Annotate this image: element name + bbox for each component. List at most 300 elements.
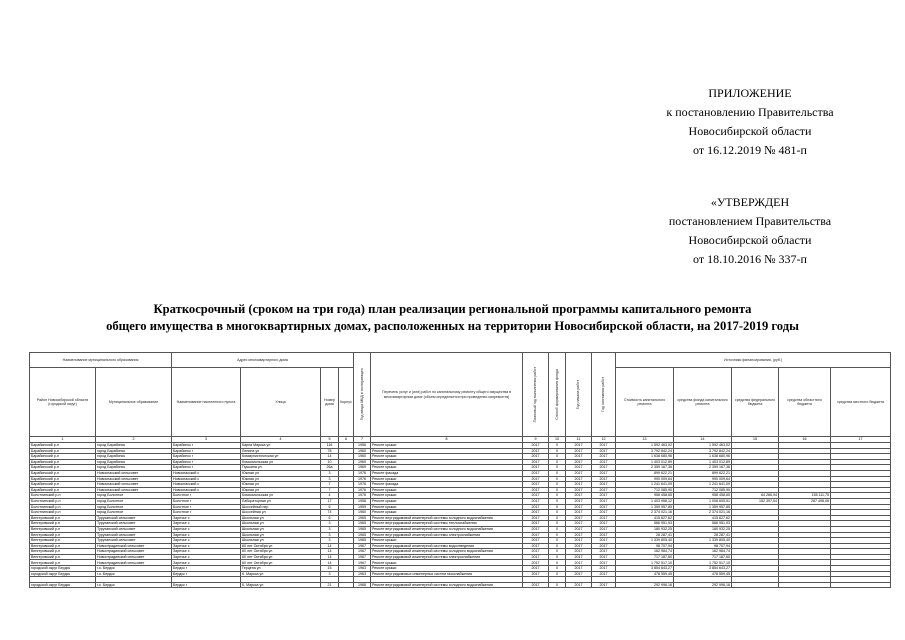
cell-owners-funds: 3 854 643,27: [674, 566, 732, 572]
cell-fund-method: 0: [549, 515, 566, 521]
column-number: 4: [241, 437, 321, 443]
cell-municipality: Новоспасский сельсовет: [96, 487, 172, 493]
cell-start-year: 2017: [566, 493, 592, 499]
cell-fund-method: 0: [549, 560, 566, 566]
cell-owners-funds: 1 241 641,09: [674, 482, 732, 488]
cell-street: К. Маркса ул: [241, 582, 321, 588]
cell-house: 14: [321, 549, 339, 555]
cell-settlement: Бердск г: [172, 571, 241, 577]
cell-house: 3: [321, 521, 339, 527]
cell-end-year: 2017: [592, 482, 616, 488]
cell-end-year: 2017: [592, 454, 616, 460]
cell-house: 74: [321, 510, 339, 516]
cell-street: Южная ул: [241, 482, 321, 488]
cell-house: 4: [321, 493, 339, 499]
cell-year-built: 1965: [354, 526, 371, 532]
cell-year-built: 1958: [354, 498, 371, 504]
approved-line: постановлением Правительства: [668, 214, 832, 228]
title-line: общего имущества в многоквартирных домах, расположенных на территории Новосибирской области, на 2017-2019 годы: [106, 319, 799, 333]
cell-municipality: Новоотрадинский сельсовет: [96, 554, 172, 560]
cell-service: Ремонт внутридомовой инженерной системы холодного водоснабжения: [371, 526, 523, 532]
cell-regional-funds: 155 111,75: [779, 493, 831, 499]
cell-regional-funds: [779, 582, 831, 588]
column-number: 15: [732, 437, 779, 443]
cell-total-cost: 3 854 643,27: [616, 566, 674, 572]
cell-house: 6: [321, 515, 339, 521]
cell-service: Ремонт крыши: [371, 510, 523, 516]
cell-total-cost: 1 403 958,12: [616, 498, 674, 504]
cell-street: Школьная ул: [241, 526, 321, 532]
cell-total-cost: 28 287,41: [616, 532, 674, 538]
header-federal-funds: средства федерального бюджета: [732, 368, 779, 437]
cell-planned-year: 2017: [523, 454, 549, 460]
cell-start-year: 2017: [566, 526, 592, 532]
column-number: 7: [354, 437, 371, 443]
cell-planned-year: 2017: [523, 448, 549, 454]
cell-house: 17: [321, 498, 339, 504]
cell-owners-funds: 958 458,65: [674, 493, 732, 499]
cell-planned-year: 2017: [523, 571, 549, 577]
cell-owners-funds: 1 638 680,96: [674, 454, 732, 460]
cell-owners-funds: 2 359 167,36: [674, 465, 732, 471]
cell-district: Барабинский р-н: [30, 487, 96, 493]
cell-planned-year: 2017: [523, 582, 549, 588]
header-fund-method: [549, 353, 566, 437]
cell-total-cost: 478 559,45: [616, 571, 674, 577]
cell-start-year: 2017: [566, 465, 592, 471]
header-municipality: Муниципальное образование: [96, 368, 172, 437]
cell-planned-year: 2017: [523, 482, 549, 488]
cell-service: Ремонт крыши: [371, 493, 523, 499]
cell-start-year: 2017: [566, 504, 592, 510]
cell-total-cost: 712 085,90: [616, 487, 674, 493]
cell-municipality: город Барабинск: [96, 459, 172, 465]
cell-fund-method: 0: [549, 465, 566, 471]
cell-year-built: 1976: [354, 487, 371, 493]
cell-federal-funds: 64 266,94: [732, 493, 779, 499]
cell-fund-method: 0: [549, 454, 566, 460]
column-number: 2: [96, 437, 172, 443]
column-number: 3: [172, 437, 241, 443]
cell-street: Школьная ул: [241, 532, 321, 538]
cell-end-year: 2017: [592, 532, 616, 538]
cell-owners-funds: 1 339 805,40: [674, 538, 732, 544]
cell-owners-funds: 566 951,93: [674, 521, 732, 527]
cell-settlement: Барабинск г: [172, 443, 241, 449]
cell-total-cost: 1 752 517,10: [616, 560, 674, 566]
cell-street: Школьная ул: [241, 521, 321, 527]
cell-year-built: 1968: [354, 582, 371, 588]
cell-year-built: 1960: [354, 454, 371, 460]
header-year-built-text: Год ввода МКД в эксплуатацию: [359, 368, 364, 421]
cell-year-built: 1963: [354, 566, 371, 572]
cell-service: Ремонт крыши: [371, 465, 523, 471]
cell-service: Ремонт внутридомовой инженерной системы холодного водоснабжения: [371, 515, 523, 521]
cell-end-year: 2017: [592, 549, 616, 555]
cell-total-cost: 958 458,65: [616, 493, 674, 499]
header-house: Номер дома: [321, 368, 339, 437]
cell-service: Ремонт внутридомовой инженерной системы водоотведения: [371, 543, 523, 549]
cell-year-built: 1969: [354, 465, 371, 471]
cell-building: [339, 582, 354, 588]
cell-start-year: 2017: [566, 538, 592, 544]
cell-settlement: Заречье с: [172, 532, 241, 538]
cell-owners-funds: 2 374 021,16: [674, 510, 732, 516]
cell-owners-funds: 899 622,21: [674, 470, 732, 476]
cell-street: Южная ул: [241, 476, 321, 482]
cell-total-cost: 3 792 842,24: [616, 448, 674, 454]
column-number: 11: [566, 437, 592, 443]
cell-settlement: Новоспасский с: [172, 487, 241, 493]
cell-municipality: город Барабинск: [96, 448, 172, 454]
cell-district: Барабинский р-н: [30, 454, 96, 460]
cell-district: Барабинский р-н: [30, 482, 96, 488]
cell-planned-year: 2017: [523, 443, 549, 449]
cell-end-year: 2017: [592, 560, 616, 566]
cell-year-built: 1967: [354, 560, 371, 566]
cell-district: Венгеровский р-н: [30, 526, 96, 532]
cell-house: 14: [321, 543, 339, 549]
cell-start-year: 2017: [566, 443, 592, 449]
cell-planned-year: 2017: [523, 498, 549, 504]
cell-fund-method: 0: [549, 459, 566, 465]
cell-end-year: 2017: [592, 582, 616, 588]
cell-owners-funds: 717 187,60: [674, 554, 732, 560]
cell-owners-funds: 990 009,64: [674, 476, 732, 482]
cell-municipality: г.о. Бердск: [96, 582, 172, 588]
header-year-built: [354, 353, 371, 437]
cell-total-cost: 899 622,21: [616, 470, 674, 476]
cell-end-year: 2017: [592, 554, 616, 560]
cell-local-funds: [831, 582, 891, 588]
cell-service: Ремонт фасада: [371, 470, 523, 476]
cell-settlement: Заречье с: [172, 521, 241, 527]
cell-district: Болотнинский р-н: [30, 510, 96, 516]
cell-service: Ремонт крыши: [371, 459, 523, 465]
cell-district: городской округ Бердск: [30, 571, 96, 577]
cell-planned-year: 2017: [523, 543, 549, 549]
header-services: Перечень услуг и (или) работ по капитальному ремонту общего имущества в многоквартирном доме (объем определяется при проведении капремонта): [371, 353, 523, 437]
cell-end-year: 2017: [592, 504, 616, 510]
cell-fund-method: 0: [549, 443, 566, 449]
cell-district: Болотнинский р-н: [30, 493, 96, 499]
cell-year-built: 1960: [354, 448, 371, 454]
cell-end-year: 2017: [592, 538, 616, 544]
cell-end-year: 2017: [592, 459, 616, 465]
cell-municipality: Туруханский сельсовет: [96, 538, 172, 544]
cell-service: Ремонт внутридомовой инженерной системы холодного водоснабжения: [371, 582, 523, 588]
cell-start-year: 2017: [566, 532, 592, 538]
cell-street: Коммунистическая ул: [241, 454, 321, 460]
cell-planned-year: 2017: [523, 504, 549, 510]
cell-settlement: Заречье с: [172, 560, 241, 566]
cell-fund-method: 0: [549, 538, 566, 544]
plan-table: [29, 352, 891, 588]
cell-house: 15: [321, 566, 339, 572]
cell-house: 116: [321, 443, 339, 449]
column-number: 1: [30, 437, 96, 443]
cell-municipality: город Болотное: [96, 510, 172, 516]
cell-street: Комсомольская ул: [241, 459, 321, 465]
cell-house: 3: [321, 476, 339, 482]
cell-end-year: 2017: [592, 487, 616, 493]
cell-street: 60 лет Октября ул: [241, 560, 321, 566]
cell-fund-method: 0: [549, 526, 566, 532]
cell-settlement: Новоспасский с: [172, 476, 241, 482]
plan-table-body: [30, 443, 891, 588]
cell-start-year: 2017: [566, 498, 592, 504]
cell-year-built: 1956: [354, 443, 371, 449]
cell-fund-method: 0: [549, 566, 566, 572]
cell-municipality: Новоотрадинский сельсовет: [96, 543, 172, 549]
cell-year-built: 1976: [354, 470, 371, 476]
cell-district: Венгеровский р-н: [30, 515, 96, 521]
cell-house: 14: [321, 554, 339, 560]
cell-planned-year: 2017: [523, 465, 549, 471]
cell-year-built: 1960: [354, 510, 371, 516]
cell-owners-funds: 1 592 463,02: [674, 443, 732, 449]
cell-total-cost: 990 009,64: [616, 476, 674, 482]
cell-street: 60 лет Октября ул: [241, 549, 321, 555]
cell-start-year: 2017: [566, 582, 592, 588]
cell-municipality: Новоотрадинский сельсовет: [96, 549, 172, 555]
cell-district: Болотнинский р-н: [30, 504, 96, 510]
cell-district: Венгеровский р-н: [30, 532, 96, 538]
cell-end-year: 2017: [592, 448, 616, 454]
cell-settlement: Заречье с: [172, 515, 241, 521]
cell-start-year: 2017: [566, 470, 592, 476]
cell-total-cost: 1 359 957,85: [616, 504, 674, 510]
cell-municipality: Туруханский сельсовет: [96, 521, 172, 527]
cell-service: Ремонт крыши: [371, 443, 523, 449]
cell-end-year: 2017: [592, 470, 616, 476]
cell-municipality: город Барабинск: [96, 465, 172, 471]
cell-owners-funds: 712 085,90: [674, 487, 732, 493]
cell-house: 10: [321, 459, 339, 465]
cell-house: 21: [321, 582, 339, 588]
cell-start-year: 2017: [566, 459, 592, 465]
cell-planned-year: 2017: [523, 493, 549, 499]
cell-fund-method: 0: [549, 482, 566, 488]
cell-start-year: 2017: [566, 487, 592, 493]
cell-end-year: 2017: [592, 443, 616, 449]
cell-start-year: 2017: [566, 482, 592, 488]
cell-settlement: Барабинск г: [172, 454, 241, 460]
cell-fund-method: 0: [549, 470, 566, 476]
cell-settlement: Заречье с: [172, 538, 241, 544]
cell-year-built: 1965: [354, 532, 371, 538]
cell-street: Ленина ул: [241, 448, 321, 454]
cell-planned-year: 2017: [523, 515, 549, 521]
cell-district: Венгеровский р-н: [30, 543, 96, 549]
cell-street: К. Маркса ул: [241, 571, 321, 577]
plan-table-wrapper: [29, 352, 884, 588]
cell-service: Ремонт фасада: [371, 482, 523, 488]
cell-year-built: 1965: [354, 538, 371, 544]
cell-start-year: 2017: [566, 554, 592, 560]
approved-line: от 18.10.2016 № 337-п: [693, 252, 807, 266]
column-number: 5: [321, 437, 339, 443]
cell-street: Комсомольская ул: [241, 493, 321, 499]
cell-house: 6: [321, 504, 339, 510]
cell-planned-year: 2017: [523, 538, 549, 544]
cell-fund-method: 0: [549, 510, 566, 516]
cell-house: 7: [321, 487, 339, 493]
cell-year-built: 1965: [354, 515, 371, 521]
cell-end-year: 2017: [592, 510, 616, 516]
cell-municipality: Туруханский сельсовет: [96, 526, 172, 532]
cell-total-cost: 1 638 680,96: [616, 454, 674, 460]
cell-municipality: г.о. Бердск: [96, 571, 172, 577]
cell-street: Южная ул: [241, 487, 321, 493]
cell-year-built: 1959: [354, 504, 371, 510]
cell-municipality: город Болотное: [96, 498, 172, 504]
cell-service: Ремонт крыши: [371, 476, 523, 482]
cell-total-cost: 2 374 021,16: [616, 510, 674, 516]
cell-planned-year: 2017: [523, 510, 549, 516]
cell-year-built: 1976: [354, 493, 371, 499]
cell-start-year: 2017: [566, 549, 592, 555]
table-row: [30, 582, 891, 588]
cell-settlement: Бердск г: [172, 582, 241, 588]
cell-year-built: 1969: [354, 459, 371, 465]
cell-fund-method: 0: [549, 549, 566, 555]
cell-house: 3: [321, 470, 339, 476]
cell-district: Венгеровский р-н: [30, 521, 96, 527]
column-number: 14: [674, 437, 732, 443]
cell-district: городской округ Бердск: [30, 566, 96, 572]
cell-district: Барабинский р-н: [30, 443, 96, 449]
cell-fund-method: 0: [549, 487, 566, 493]
cell-municipality: Новоотрадинский сельсовет: [96, 560, 172, 566]
cell-fund-method: 0: [549, 504, 566, 510]
cell-house: 26а: [321, 465, 339, 471]
cell-house: 3: [321, 571, 339, 577]
cell-end-year: 2017: [592, 571, 616, 577]
cell-planned-year: 2017: [523, 532, 549, 538]
column-number: 9: [523, 437, 549, 443]
cell-total-cost: 415 627,62: [616, 515, 674, 521]
approved-block: [640, 193, 860, 269]
cell-year-built: 1976: [354, 482, 371, 488]
cell-end-year: 2017: [592, 543, 616, 549]
cell-district: Венгеровский р-н: [30, 554, 96, 560]
cell-start-year: 2017: [566, 476, 592, 482]
cell-street: Шоссейный пер: [241, 504, 321, 510]
cell-fund-method: 0: [549, 521, 566, 527]
header-planned-year-text: Плановый год выполнения работ: [533, 366, 538, 423]
cell-settlement: Барабинск г: [172, 465, 241, 471]
appendix-line: к постановлению Правительства: [666, 105, 834, 119]
column-number: 13: [616, 437, 674, 443]
cell-fund-method: 0: [549, 582, 566, 588]
cell-district: Барабинский р-н: [30, 476, 96, 482]
column-number: 12: [592, 437, 616, 443]
cell-settlement: Болотное г: [172, 493, 241, 499]
cell-house: 3: [321, 538, 339, 544]
cell-total-cost: 1 339 805,40: [616, 538, 674, 544]
cell-year-built: 1963: [354, 571, 371, 577]
cell-owners-funds: 1 752 517,10: [674, 560, 732, 566]
cell-end-year: 2017: [592, 566, 616, 572]
cell-district: Барабинский р-н: [30, 448, 96, 454]
cell-owners-funds: 1 008 605,51: [674, 498, 732, 504]
cell-start-year: 2017: [566, 454, 592, 460]
cell-service: Ремонт внутридомовой инженерной системы электроснабжения: [371, 532, 523, 538]
cell-street: Карла Маркса ул: [241, 443, 321, 449]
column-number: 8: [371, 437, 523, 443]
header-start-year: [566, 353, 592, 437]
cell-federal-funds: 152 397,04: [732, 498, 779, 504]
cell-municipality: Туруханский сельсовет: [96, 532, 172, 538]
cell-house: 7: [321, 482, 339, 488]
cell-end-year: 2017: [592, 526, 616, 532]
cell-fund-method: 0: [549, 493, 566, 499]
appendix-line: ПРИЛОЖЕНИЕ: [708, 86, 792, 100]
header-sources: Источники финансирования, (руб.): [616, 353, 891, 368]
cell-municipality: Туруханский сельсовет: [96, 515, 172, 521]
cell-district: Болотнинский р-н: [30, 498, 96, 504]
header-building: Корпус: [339, 368, 354, 437]
cell-total-cost: 1 241 641,09: [616, 482, 674, 488]
cell-settlement: Болотное г: [172, 504, 241, 510]
cell-settlement: Новоспасский с: [172, 482, 241, 488]
header-end-year: [592, 353, 616, 437]
cell-end-year: 2017: [592, 515, 616, 521]
cell-district: Венгеровский р-н: [30, 560, 96, 566]
cell-planned-year: 2017: [523, 459, 549, 465]
header-municipal: Наименование муниципального образования: [30, 353, 172, 368]
column-number: 17: [831, 437, 891, 443]
cell-house: 3: [321, 526, 339, 532]
cell-planned-year: 2017: [523, 560, 549, 566]
appendix-block: [640, 84, 860, 160]
cell-owners-funds: 98 707,94: [674, 543, 732, 549]
cell-service: Ремонт крыши: [371, 498, 523, 504]
cell-service: Ремонт внутридомовых инженерных систем газоснабжения: [371, 571, 523, 577]
cell-owners-funds: 1 403 012,89: [674, 459, 732, 465]
cell-start-year: 2017: [566, 448, 592, 454]
cell-planned-year: 2017: [523, 526, 549, 532]
appendix-line: от 16.12.2019 № 481-п: [693, 143, 807, 157]
cell-owners-funds: 292 996,16: [674, 582, 732, 588]
cell-settlement: Новоспасский с: [172, 470, 241, 476]
cell-municipality: Новоспасский сельсовет: [96, 476, 172, 482]
header-owners-funds: средства фонда капитального ремонта: [674, 368, 732, 437]
cell-settlement: Бердск г: [172, 566, 241, 572]
cell-district: Венгеровский р-н: [30, 549, 96, 555]
approved-line: Новосибирской области: [688, 233, 812, 247]
cell-end-year: 2017: [592, 476, 616, 482]
cell-start-year: 2017: [566, 543, 592, 549]
cell-municipality: город Болотное: [96, 493, 172, 499]
cell-service: Ремонт крыши: [371, 560, 523, 566]
header-address: Адрес многоквартирного дома: [172, 353, 354, 368]
cell-service: Ремонт крыши: [371, 448, 523, 454]
cell-federal-funds: [732, 582, 779, 588]
cell-fund-method: 0: [549, 554, 566, 560]
cell-fund-method: 0: [549, 532, 566, 538]
cell-total-cost: 180 932,25: [616, 526, 674, 532]
cell-street: Школьная ул: [241, 538, 321, 544]
cell-service: Ремонт внутридомовой инженерной системы теплоснабжения: [371, 521, 523, 527]
header-district: Район Новосибирской области (городской округ): [30, 368, 96, 437]
cell-start-year: 2017: [566, 566, 592, 572]
cell-settlement: Заречье с: [172, 549, 241, 555]
cell-planned-year: 2017: [523, 554, 549, 560]
cell-service: Ремонт крыши: [371, 538, 523, 544]
cell-year-built: 1967: [354, 549, 371, 555]
